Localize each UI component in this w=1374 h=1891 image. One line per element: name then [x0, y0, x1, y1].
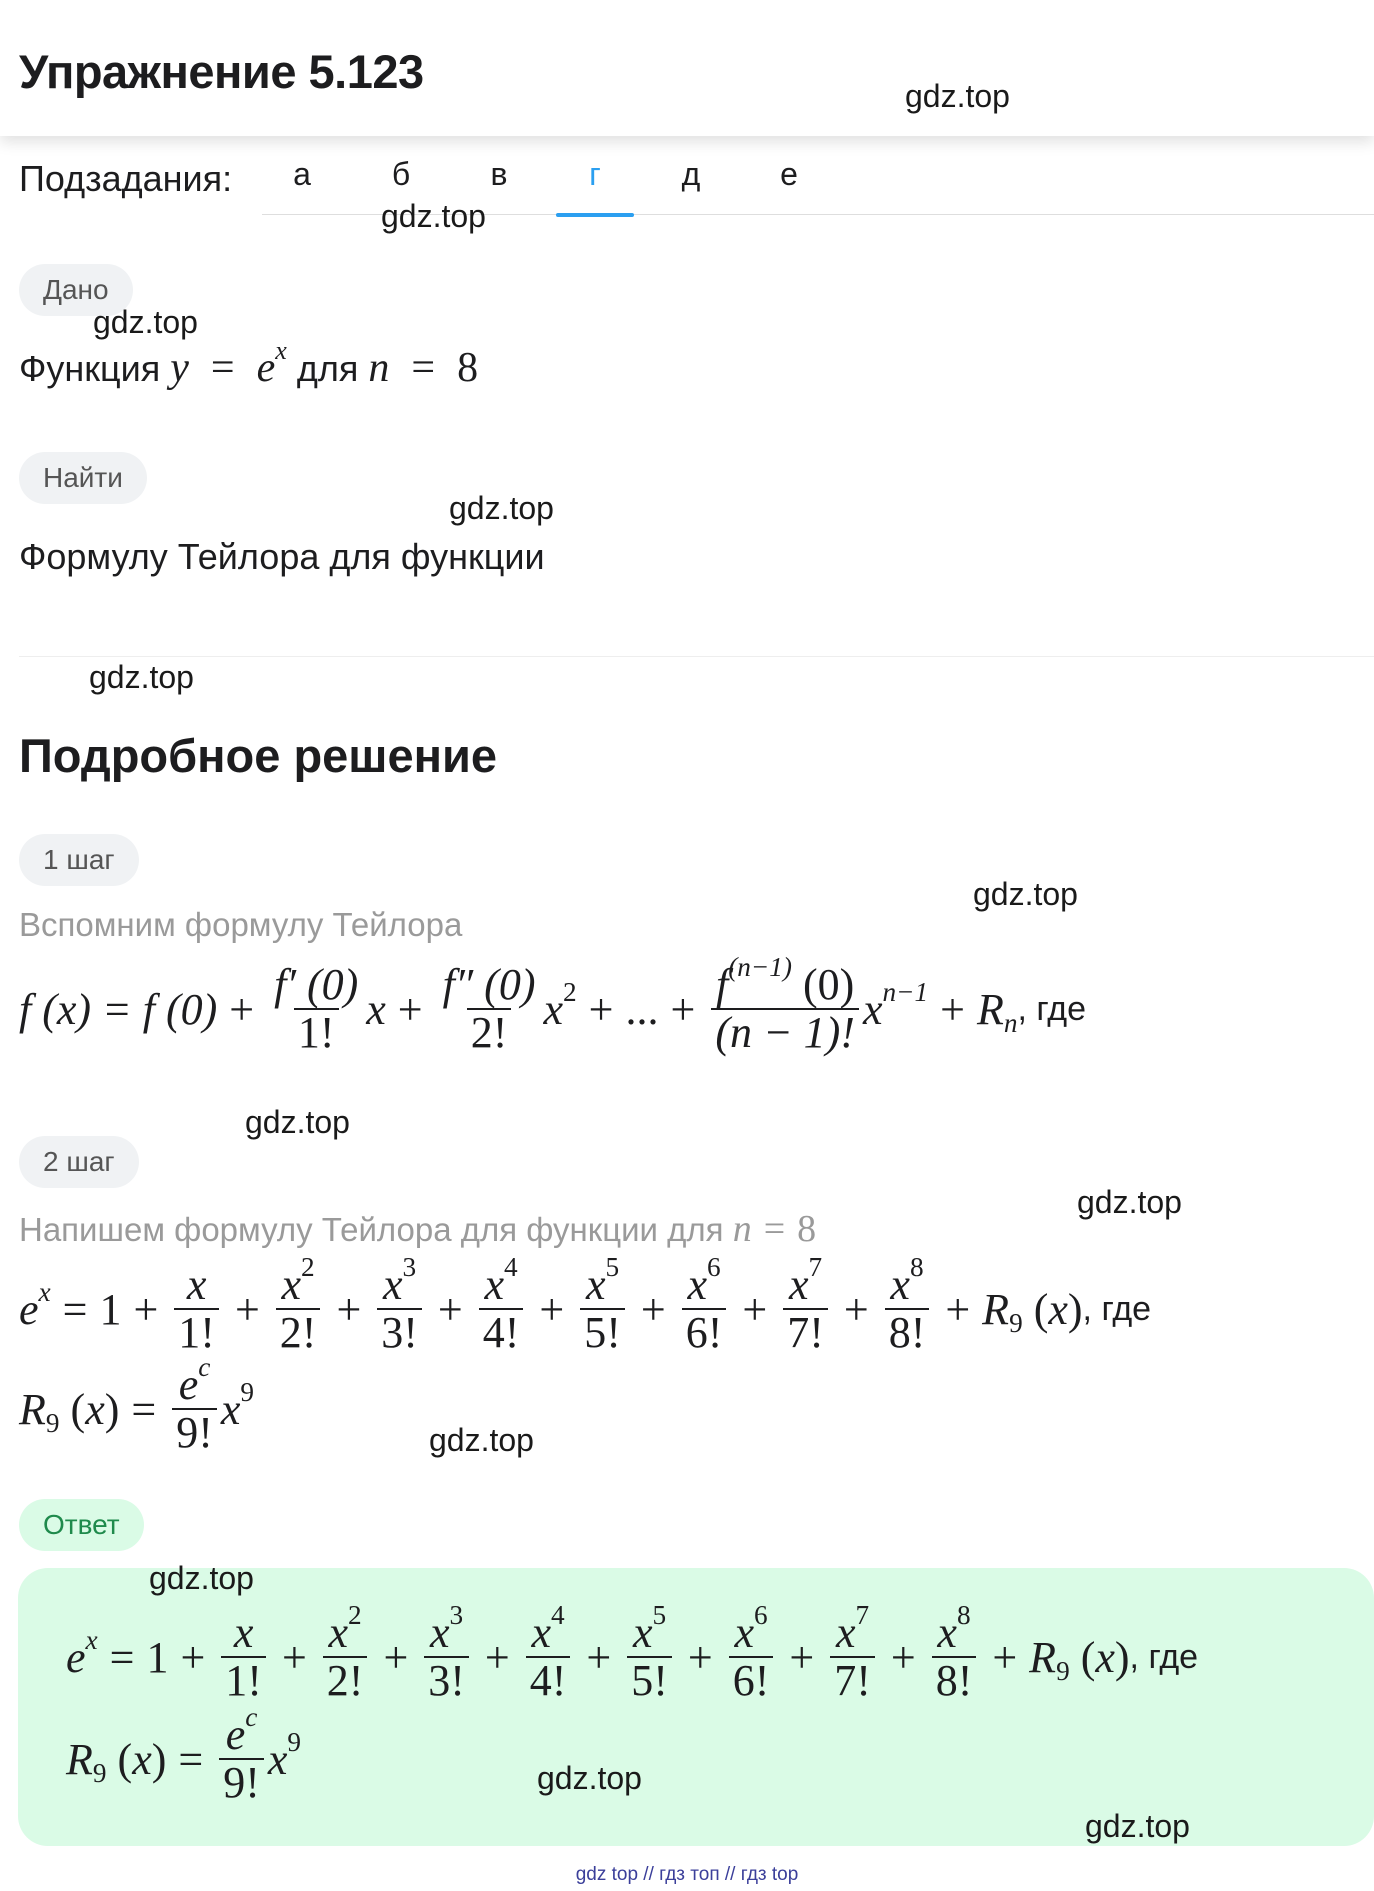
- taylor-general-formula: f (x) = f (0) + $\frac{f' (0)}{1!}$ x + $\frac{f'' (0)}{2!}$ $x^2$ + ... + $\frac{f^{(n-1)} (0)}{(n - 1)!}$ $x^{n-1}$ + $R_n$ , где: [19, 951, 1087, 1058]
- remainder-index: n: [1003, 1007, 1018, 1038]
- subtask-tab-b[interactable]: б: [391, 156, 411, 192]
- subtask-tab-v[interactable]: в: [490, 156, 508, 192]
- watermark: gdz.top: [245, 1104, 350, 1140]
- watermark: gdz.top: [1085, 1808, 1190, 1844]
- page-title: Упражнение 5.123: [19, 45, 424, 98]
- given-n-value: 8: [457, 345, 479, 391]
- step2-text: Напишем формулу Тейлора для функции для n = 8: [19, 1208, 817, 1250]
- watermark: gdz.top: [429, 1422, 534, 1458]
- given-prefix: Функция: [19, 348, 161, 389]
- step1-pill: 1 шаг: [19, 834, 139, 886]
- subtask-tab-g[interactable]: г: [556, 156, 634, 193]
- subtask-tab-a[interactable]: а: [293, 156, 311, 192]
- step2-n-value: 8: [797, 1208, 817, 1250]
- section-divider: [19, 656, 1374, 657]
- watermark: gdz.top: [973, 876, 1078, 912]
- term-2-den: 2!: [467, 1008, 512, 1056]
- watermark: gdz.top: [1077, 1184, 1182, 1220]
- step2-taylor-series: $e^x$ = 1 + $\frac{x}{1!}$ + $\frac{x^2}{2!}$ + $\frac{x^3}{3!}$ + $\frac{x^4}{4!}$ + $\frac{x^5}{5!}$ + $\frac{x^6}{6!}$ + $\frac{x^7}{7!}$ + $\frac{x^8}{8!}$ + $R_9$ (x) , где: [19, 1251, 1152, 1358]
- term-n-base: f: [715, 960, 729, 1009]
- term-1-fraction: [270, 962, 362, 1056]
- step2-label: Напишем формулу Тейлора для функции для: [19, 1211, 724, 1248]
- term-2-fraction: [439, 962, 540, 1056]
- subtask-tab-e[interactable]: е: [780, 156, 798, 192]
- remainder-symbol: R: [977, 984, 1004, 1034]
- term-2-num: f″ (0): [442, 960, 536, 1009]
- given-e-power: x: [275, 335, 287, 365]
- term-n-fraction: [711, 951, 859, 1058]
- watermark: gdz.top: [449, 490, 554, 526]
- answer-remainder-formula: $R_9$ (x) = $\frac{e^c}{9!}$ $x^9$: [66, 1701, 302, 1808]
- term-n-order: (n−1): [728, 951, 793, 982]
- given-y: y: [170, 345, 189, 391]
- watermark: gdz.top: [905, 78, 1010, 114]
- footer-links[interactable]: gdz top // гдз топ // гдз top: [575, 1864, 799, 1885]
- formula-dots: ...: [625, 984, 659, 1034]
- formula-suffix: , где: [1017, 989, 1087, 1028]
- step1-text: Вспомним формулу Тейлора: [19, 906, 463, 943]
- solution-title: Подробное решение: [19, 729, 498, 782]
- find-pill: Найти: [19, 452, 147, 504]
- given-text: [19, 335, 479, 392]
- term-n-den: (n − 1)!: [711, 1008, 859, 1056]
- watermark: gdz.top: [149, 1560, 254, 1596]
- term-1-num: f′ (0): [274, 960, 359, 1009]
- formula-lhs: f (x) = f (0): [19, 984, 218, 1034]
- given-n: n: [368, 345, 390, 391]
- term-1-den: 1!: [294, 1008, 339, 1056]
- answer-taylor-series: $e^x$ = 1 + $\frac{x}{1!}$ + $\frac{x^2}{2!}$ + $\frac{x^3}{3!}$ + $\frac{x^4}{4!}$ + $\frac{x^5}{5!}$ + $\frac{x^6}{6!}$ + $\frac{x^7}{7!}$ + $\frac{x^8}{8!}$ + $R_9$ (x) , где: [66, 1599, 1199, 1706]
- watermark: gdz.top: [537, 1760, 642, 1796]
- step2-remainder-formula: $R_9$ (x) = $\frac{e^c}{9!}$ $x^9$: [19, 1351, 255, 1458]
- subtasks-bar: [0, 150, 1374, 220]
- step2-pill: 2 шаг: [19, 1136, 139, 1188]
- watermark: gdz.top: [93, 304, 198, 340]
- given-e: e: [256, 345, 276, 391]
- subtask-tab-d[interactable]: д: [681, 156, 701, 192]
- subtasks-label: Подзадания:: [19, 158, 233, 199]
- term-n-arg: (0): [803, 960, 855, 1009]
- watermark: gdz.top: [89, 659, 194, 695]
- given-eq-2: =: [411, 345, 436, 391]
- given-pill: Дано: [19, 264, 133, 316]
- given-eq-1: =: [210, 345, 235, 391]
- answer-pill: Ответ: [19, 1499, 144, 1551]
- page-header: [0, 0, 1374, 136]
- find-text: Формулу Тейлора для функции: [19, 536, 545, 577]
- given-middle: для: [296, 348, 359, 389]
- term-n-power: n−1: [882, 976, 929, 1007]
- watermark: gdz.top: [381, 198, 486, 234]
